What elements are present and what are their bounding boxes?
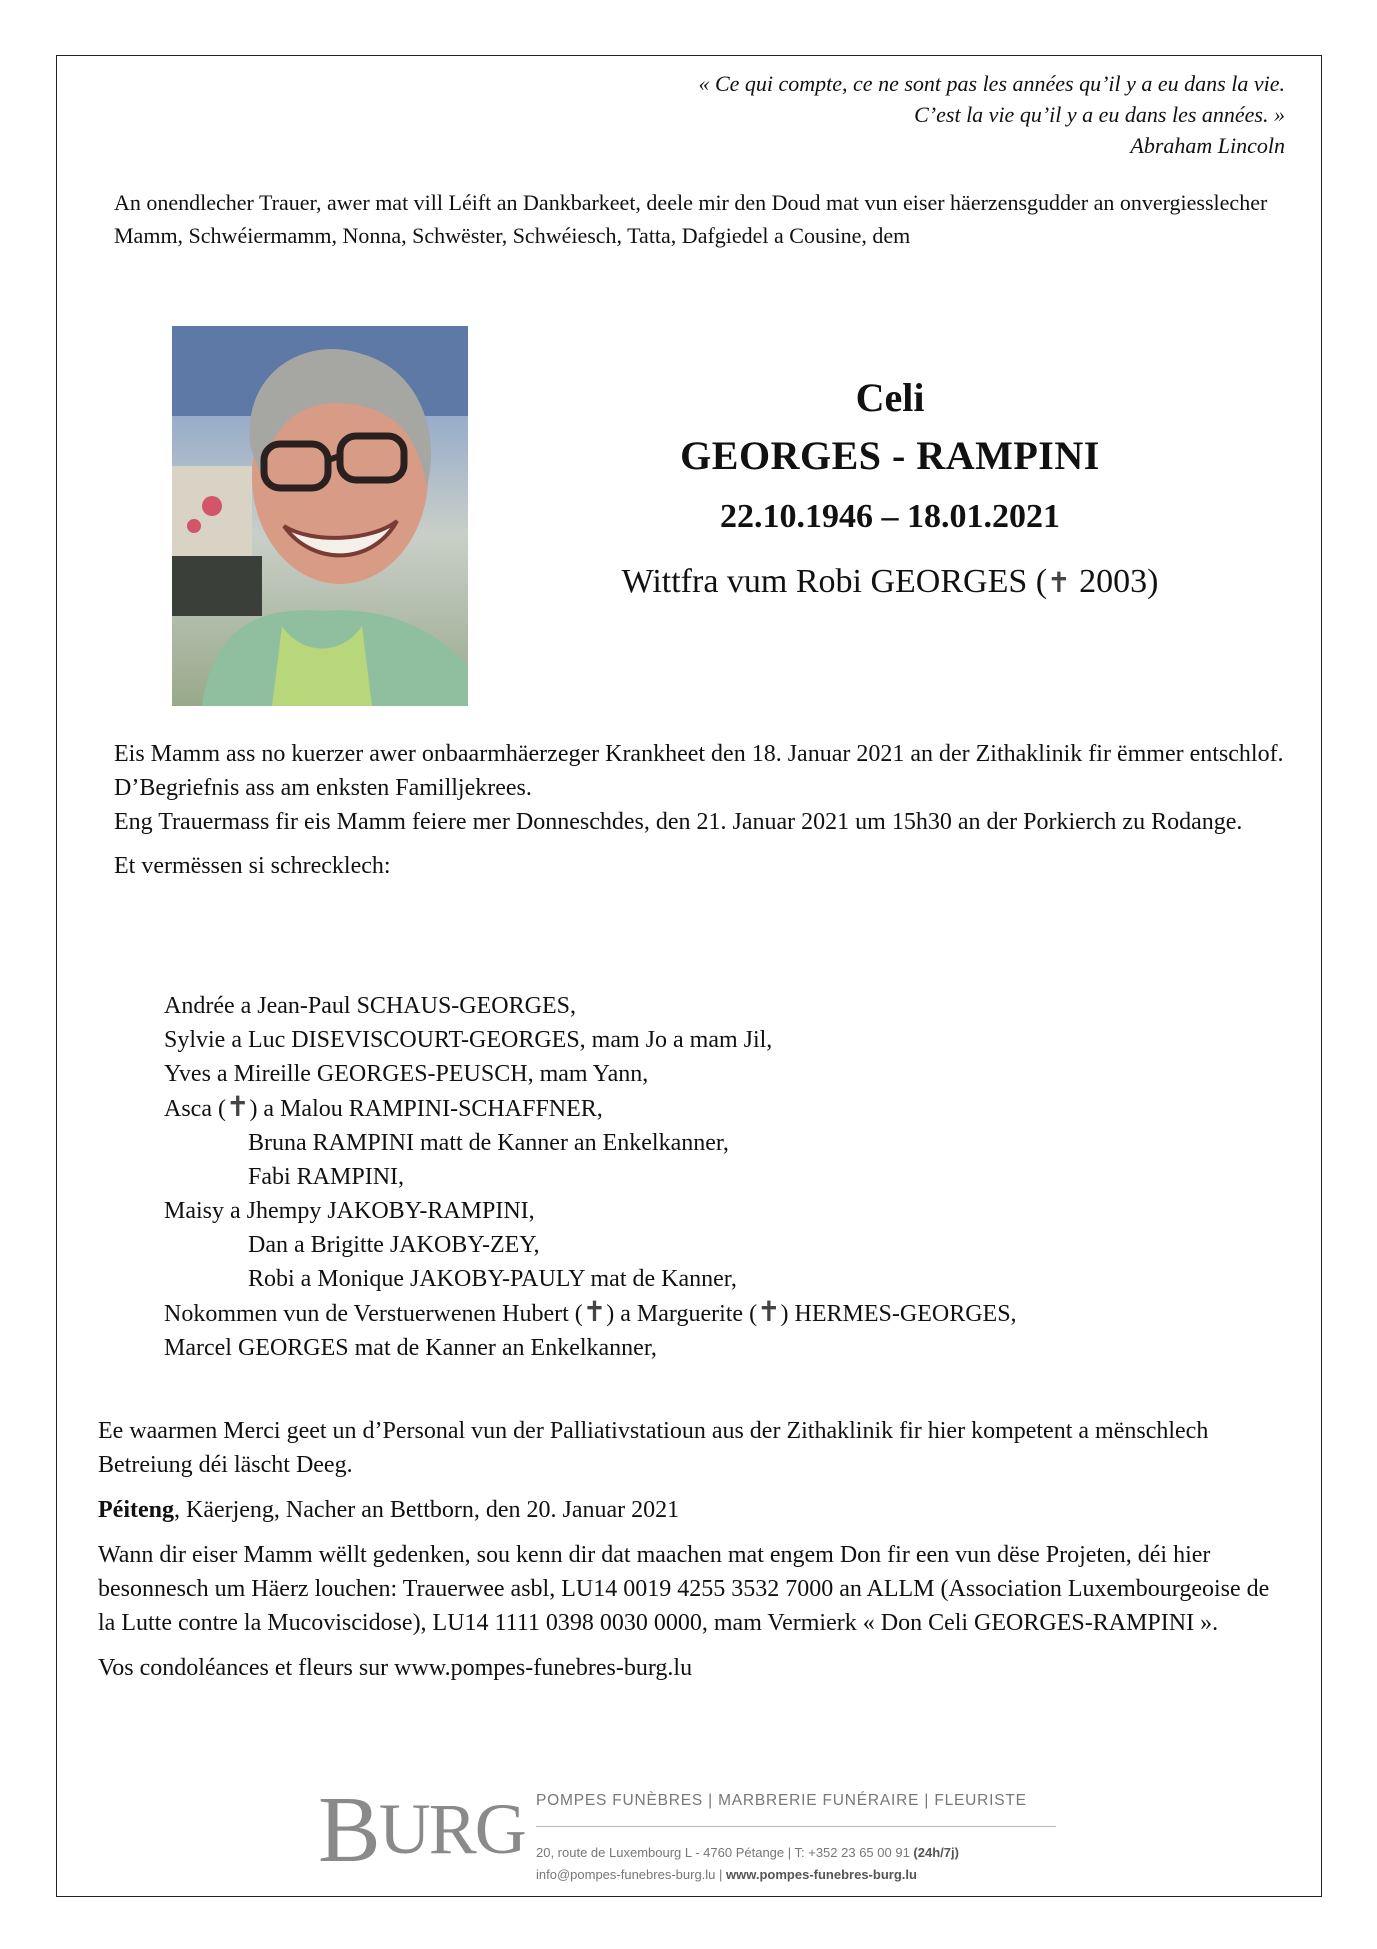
deceased-block [520,372,1260,616]
footer-web-line [536,1864,959,1886]
list-item: Sylvie a Luc DISEVISCOURT-GEORGES, mam Jo a mam Jil, [164,1027,773,1053]
cross-icon: ✝ [582,1297,607,1328]
deceased-first-name: Celi [855,375,925,420]
place-rest: , Käerjeng, Nacher an Bettborn, den 20. Januar 2021 [173,1497,680,1523]
thanks-paragraph: Ee waarmen Merci geet un d’Personal vun der Palliativstatioun aus der Zithaklinik fir hier kompetent a mënschlech Betreiung déi läscht Deeg. [98,1418,1209,1478]
widow-suffix: 2003) [1070,563,1159,600]
list-item: Fabi RAMPINI, [248,1164,405,1190]
burg-logo [318,1778,525,1882]
list-item: Andrée a Jean-Paul SCHAUS-GEORGES, [164,993,576,1019]
footer-address-line [536,1842,959,1864]
list-item: Robi a Monique JAKOBY-PAULY mat de Kanner, [248,1266,737,1292]
footer-address: 20, route de Luxembourg L - 4760 Pétange | T: +352 23 65 00 91 [536,1845,914,1860]
cross-icon: ✝ [1047,568,1071,599]
footer-services: POMPES FUNÈBRES | MARBRERIE FUNÉRAIRE | FLEURISTE [536,1792,1027,1809]
list-item [164,1091,1017,1126]
list-item: Yves a Mireille GEORGES-PEUSCH, mam Yann, [164,1061,649,1087]
list-item-text: Asca ( [164,1096,226,1122]
widow-line [520,550,1260,616]
list-item: Marcel GEORGES mat de Kanner an Enkelkanner, [164,1335,657,1361]
quote-line-1: « Ce qui compte, ce ne sont pas les années qu’il y a eu dans la vie. [698,71,1285,96]
deceased-surname: GEORGES - RAMPINI [680,433,1100,478]
quote-author: Abraham Lincoln [1130,133,1285,158]
cross-icon: ✝ [225,1092,250,1123]
list-item: Dan a Brigitte JAKOBY-ZEY, [248,1232,540,1258]
burial-paragraph: D’Begriefnis ass am enksten Familljekrees. [114,775,532,801]
list-item-text: ) a Marguerite ( [606,1301,758,1327]
funeral-home-footer [318,1778,1058,1882]
quote-line-2: C’est la vie qu’il y a eu dans les années. » [914,102,1285,127]
epigraph-quote [698,68,1285,161]
closing-section [98,1414,1278,1696]
donation-paragraph: Wann dir eiser Mamm wëllt gedenken, sou kenn dir dat maachen mat engem Don fir een vun dëse Projeten, déi hier besonnesch um Häerz louchen: Trauerwee asbl, LU14 0019 4255 3532 7000 an ALLM (Association Luxembourgeoise de la Lutte contre la Mucoviscidose), LU14 1111 0398 0030 0000, mam Vermierk « Don Celi GEORGES-RAMPINI ». [98,1542,1270,1636]
list-item [164,1296,1017,1331]
list-item-text: ) HERMES-GEORGES, [780,1301,1017,1327]
footer-hours: (24h/7j) [913,1845,959,1860]
list-item-text: Nokommen vun de Verstuerwenen Hubert ( [164,1301,583,1327]
logo-initial: B [318,1778,379,1882]
mourners-intro: Et vermëssen si schrecklech: [114,853,391,879]
place-date-line [98,1493,1278,1527]
footer-contact [536,1842,959,1886]
logo-rest: URG [378,1789,525,1869]
death-paragraph: Eis Mamm ass no kuerzer awer onbaarmhäerzeger Krankheet den 18. Januar 2021 an der Zithaklinik fir ëmmer entschlof. [114,741,1284,767]
list-item: Bruna RAMPINI matt de Kanner an Enkelkanner, [248,1130,729,1156]
list-item: Maisy a Jhempy JAKOBY-RAMPINI, [164,1198,535,1224]
announcement-body [114,737,1284,883]
footer-website-link[interactable]: www.pompes-funebres-burg.lu [726,1867,917,1882]
footer-divider [536,1826,1056,1827]
widow-prefix: Wittfra vum Robi GEORGES ( [621,563,1048,600]
life-dates: 22.10.1946 – 18.01.2021 [720,498,1060,535]
portrait-illustration [172,326,468,706]
list-item-text: ) a Malou RAMPINI-SCHAFFNER, [249,1096,603,1122]
mass-paragraph: Eng Trauermass fir eis Mamm feiere mer Donneschdes, den 21. Januar 2021 um 15h30 an der Porkierch zu Rodange. [114,809,1243,835]
intro-paragraph: An onendlecher Trauer, awer mat vill Léift an Dankbarkeet, deele mir den Doud mat vun eiser häerzensgudder an onvergiesslecher Mamm, Schwéiermamm, Nonna, Schwëster, Schwéiesch, Tatta, Dafgiedel a Cousine, dem [114,190,1268,248]
mourners-list [164,989,1017,1365]
portrait-photo [172,326,468,706]
footer-email: info@pompes-funebres-burg.lu | [536,1867,727,1882]
condolences-line: Vos condoléances et fleurs sur www.pompes-funebres-burg.lu [98,1655,693,1681]
place-bold: Péiteng [98,1497,174,1523]
cross-icon: ✝ [757,1297,781,1328]
